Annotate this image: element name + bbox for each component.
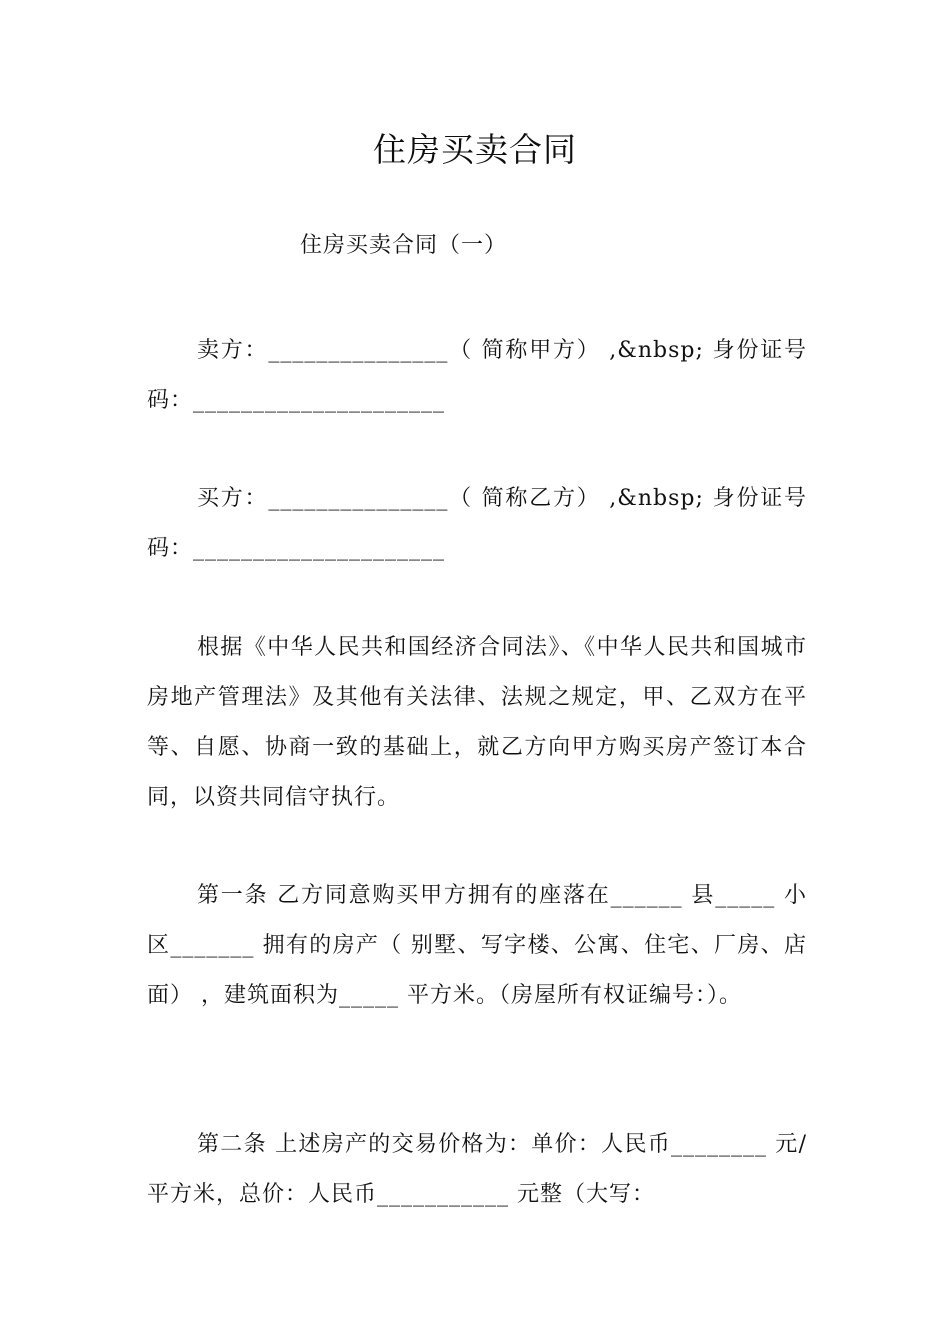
document-subtitle: 住房买卖合同（一） xyxy=(300,233,508,258)
legal-basis-paragraph: 根据《中华人民共和国经济合同法》、《中华人民共和国城市房地产管理法》及其他有关法律、法规之规定，甲、乙双方在平等、自愿、协商一致的基础上，就乙方向甲方购买房产签订本合同，以资共同信守执行。 xyxy=(147,635,807,810)
seller-paragraph: 卖方：_______________（ 简称甲方） ,&nbsp; 身份证号码：_____________________ xyxy=(147,338,807,413)
buyer-paragraph: 买方：_______________（ 简称乙方） ,&nbsp; 身份证号码：_____________________ xyxy=(147,486,807,561)
article-1-paragraph: 第一条 乙方同意购买甲方拥有的座落在______ 县_____ 小区_______ 拥有的房产（ 别墅、写字楼、公寓、住宅、厂房、店面） ，建筑面积为_____ 平方米。（房屋所有权证编号：）。 xyxy=(147,883,807,1008)
document-title: 住房买卖合同 xyxy=(373,130,577,169)
article-2-paragraph: 第二条 上述房产的交易价格为：单价：人民币________ 元/ 平方米，总价：人民币___________ 元整（大写： xyxy=(147,1132,807,1207)
